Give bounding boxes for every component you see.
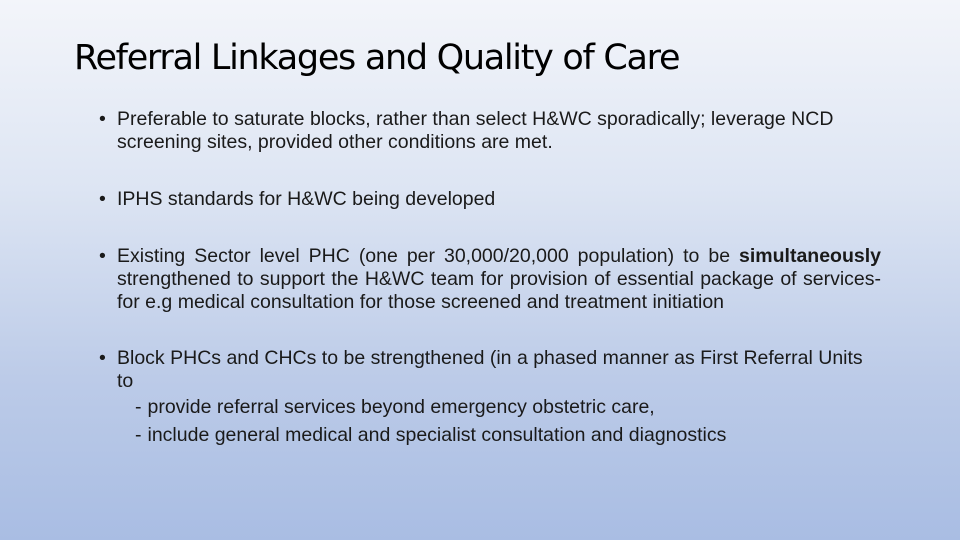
bullet-text — [117, 245, 881, 314]
sub-item-dash: - — [135, 424, 142, 446]
bullet-item — [99, 108, 881, 154]
sub-item-text: provide referral services beyond emergency obstetric care, — [147, 396, 655, 418]
bullet-emphasis: simultaneously — [739, 245, 881, 267]
bullet-dot-icon: • — [99, 108, 106, 130]
sub-item-text: include general medical and specialist consultation and diagnostics — [147, 424, 727, 446]
bullet-text-part: Existing Sector level PHC (one per 30,000/20,000 population) to be — [117, 245, 740, 267]
bullet-dot-icon: • — [99, 245, 106, 267]
slide-title: Referral Linkages and Quality of Care — [74, 38, 680, 78]
sub-item — [117, 393, 881, 421]
bullet-text: Preferable to saturate blocks, rather than select H&WC sporadically; leverage NCD screening sites, provided other conditions are met. — [117, 108, 834, 153]
bullet-list — [99, 108, 881, 449]
bullet-text: Block PHCs and CHCs to be strengthened (in a phased manner as First Referral Units to — [117, 347, 863, 392]
bullet-dot-icon: • — [99, 347, 106, 369]
bullet-item — [99, 245, 881, 314]
sub-item-dash: - — [135, 396, 142, 418]
bullet-item — [99, 188, 881, 211]
bullet-text-part: strengthened to support the H&WC team for provision of essential package of services- for e.g medical consultation for those screened and treatment initiation — [117, 268, 881, 313]
bullet-text: IPHS standards for H&WC being developed — [117, 188, 496, 210]
sub-item — [117, 421, 881, 449]
bullet-dot-icon: • — [99, 188, 106, 210]
bullet-item — [99, 347, 881, 449]
